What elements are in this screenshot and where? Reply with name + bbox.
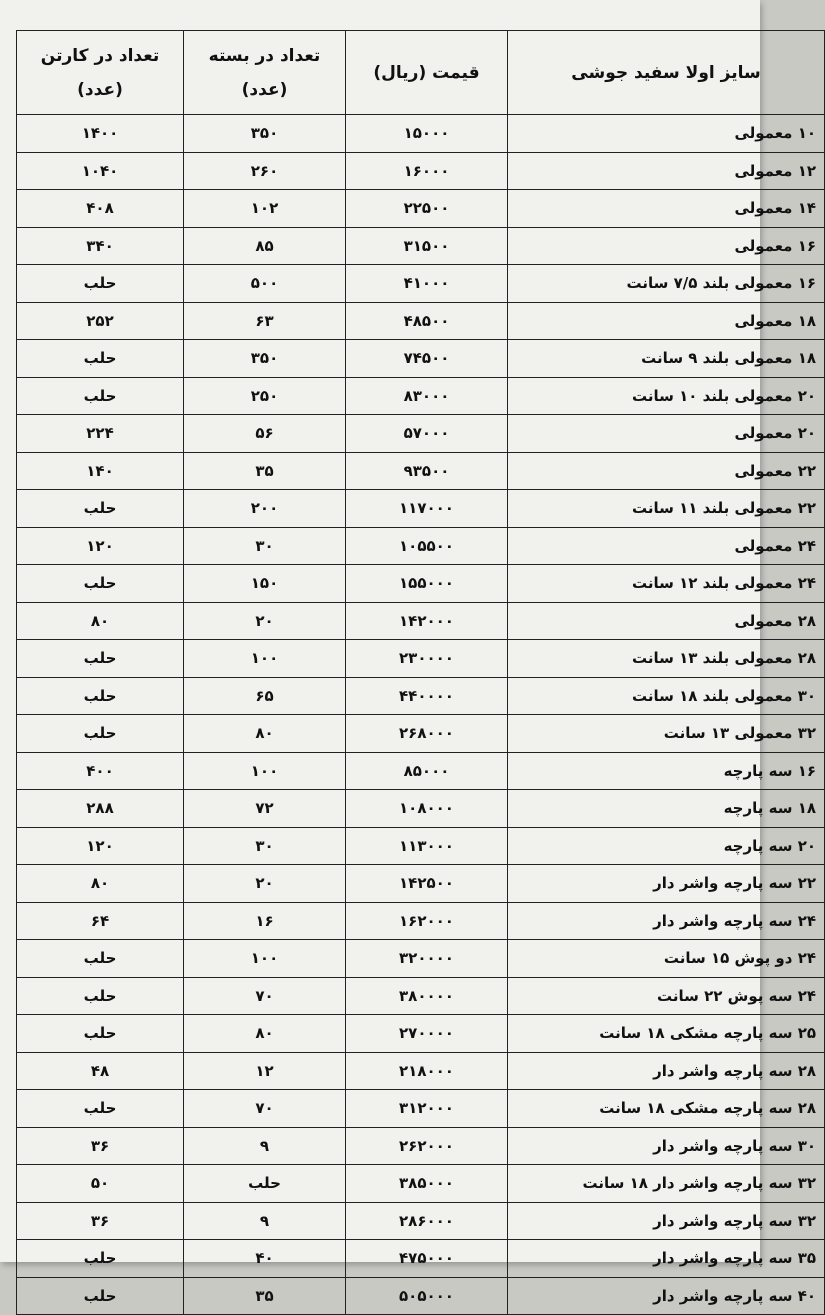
table-body — [17, 115, 825, 1315]
cell-size: ۲۸ سه پارچه واشر دار — [508, 1052, 825, 1090]
cell-pack-count: ۹ — [184, 1127, 346, 1165]
cell-carton-count: ۲۵۲ — [17, 302, 184, 340]
cell-carton-count: ۶۴ — [17, 902, 184, 940]
cell-size: ۲۰ معمولی — [508, 415, 825, 453]
cell-size: ۲۸ سه پارچه مشکی ۱۸ سانت — [508, 1090, 825, 1128]
table-row — [17, 865, 825, 903]
table-row — [17, 640, 825, 678]
cell-pack-count: ۱۰۰ — [184, 940, 346, 978]
cell-size: ۲۲ معمولی — [508, 452, 825, 490]
cell-price: ۱۴۲۰۰۰ — [346, 602, 508, 640]
cell-size: ۲۸ معمولی بلند ۱۳ سانت — [508, 640, 825, 678]
cell-carton-count: حلب — [17, 677, 184, 715]
cell-carton-count: حلب — [17, 640, 184, 678]
header-size-label: سایز اولا سفید جوشی — [571, 62, 761, 83]
cell-pack-count: ۲۰ — [184, 865, 346, 903]
cell-pack-count: ۸۰ — [184, 715, 346, 753]
table-row — [17, 152, 825, 190]
cell-price: ۱۰۵۵۰۰ — [346, 527, 508, 565]
cell-pack-count: ۵۶ — [184, 415, 346, 453]
cell-pack-count: ۱۲ — [184, 1052, 346, 1090]
cell-size: ۱۸ سه پارچه — [508, 790, 825, 828]
table-row — [17, 340, 825, 378]
cell-price: ۴۷۵۰۰۰ — [346, 1240, 508, 1278]
cell-size: ۳۵ سه پارچه واشر دار — [508, 1240, 825, 1278]
cell-carton-count: ۸۰ — [17, 602, 184, 640]
table-row — [17, 1165, 825, 1203]
cell-price: ۱۴۲۵۰۰ — [346, 865, 508, 903]
table-row — [17, 1127, 825, 1165]
table-row — [17, 1240, 825, 1278]
cell-carton-count: ۴۰۰ — [17, 752, 184, 790]
table-row — [17, 227, 825, 265]
cell-pack-count: حلب — [184, 1165, 346, 1203]
cell-price: ۲۲۵۰۰ — [346, 190, 508, 228]
cell-size: ۲۲ معمولی بلند ۱۱ سانت — [508, 490, 825, 528]
cell-carton-count: ۴۰۸ — [17, 190, 184, 228]
cell-size: ۲۴ دو پوش ۱۵ سانت — [508, 940, 825, 978]
cell-carton-count: ۴۸ — [17, 1052, 184, 1090]
header-carton-count — [17, 31, 184, 115]
cell-pack-count: ۲۰ — [184, 602, 346, 640]
cell-pack-count: ۷۲ — [184, 790, 346, 828]
cell-price: ۴۴۰۰۰۰ — [346, 677, 508, 715]
cell-size: ۳۲ سه پارچه واشر دار — [508, 1202, 825, 1240]
cell-pack-count: ۳۰ — [184, 527, 346, 565]
table-row — [17, 940, 825, 978]
cell-carton-count: ۳۶ — [17, 1202, 184, 1240]
cell-price: ۳۸۵۰۰۰ — [346, 1165, 508, 1203]
cell-size: ۳۲ معمولی ۱۳ سانت — [508, 715, 825, 753]
table-row — [17, 602, 825, 640]
cell-price: ۱۵۵۰۰۰ — [346, 565, 508, 603]
cell-pack-count: ۵۰۰ — [184, 265, 346, 303]
cell-pack-count: ۱۰۲ — [184, 190, 346, 228]
cell-price: ۱۱۷۰۰۰ — [346, 490, 508, 528]
table-row — [17, 527, 825, 565]
cell-size: ۱۲ معمولی — [508, 152, 825, 190]
cell-size: ۱۶ معمولی بلند ۷/۵ سانت — [508, 265, 825, 303]
cell-price: ۴۱۰۰۰ — [346, 265, 508, 303]
cell-carton-count: حلب — [17, 490, 184, 528]
cell-price: ۱۶۲۰۰۰ — [346, 902, 508, 940]
cell-size: ۲۰ سه پارچه — [508, 827, 825, 865]
cell-pack-count: ۶۵ — [184, 677, 346, 715]
cell-carton-count: حلب — [17, 340, 184, 378]
table-row — [17, 115, 825, 153]
table-row — [17, 790, 825, 828]
header-carton-line1: تعداد در کارتن — [40, 45, 160, 66]
cell-size: ۱۰ معمولی — [508, 115, 825, 153]
table-row — [17, 827, 825, 865]
cell-pack-count: ۱۶ — [184, 902, 346, 940]
cell-size: ۲۴ معمولی — [508, 527, 825, 565]
table-row — [17, 1202, 825, 1240]
cell-carton-count: حلب — [17, 377, 184, 415]
cell-carton-count: حلب — [17, 1277, 184, 1315]
cell-size: ۳۰ معمولی بلند ۱۸ سانت — [508, 677, 825, 715]
cell-pack-count: ۲۵۰ — [184, 377, 346, 415]
cell-size: ۱۸ معمولی — [508, 302, 825, 340]
cell-carton-count: ۵۰ — [17, 1165, 184, 1203]
table-row — [17, 1090, 825, 1128]
cell-price: ۲۳۰۰۰۰ — [346, 640, 508, 678]
cell-pack-count: ۱۰۰ — [184, 640, 346, 678]
table-row — [17, 490, 825, 528]
header-pack-count — [184, 31, 346, 115]
cell-price: ۲۱۸۰۰۰ — [346, 1052, 508, 1090]
cell-size: ۱۸ معمولی بلند ۹ سانت — [508, 340, 825, 378]
cell-size: ۲۸ معمولی — [508, 602, 825, 640]
cell-price: ۲۶۲۰۰۰ — [346, 1127, 508, 1165]
cell-size: ۲۰ معمولی بلند ۱۰ سانت — [508, 377, 825, 415]
header-size — [508, 31, 825, 115]
cell-carton-count: ۳۴۰ — [17, 227, 184, 265]
cell-carton-count: ۸۰ — [17, 865, 184, 903]
header-pack-line2: (عدد) — [241, 79, 288, 100]
cell-price: ۱۵۰۰۰ — [346, 115, 508, 153]
cell-price: ۳۸۰۰۰۰ — [346, 977, 508, 1015]
cell-price: ۵۰۵۰۰۰ — [346, 1277, 508, 1315]
cell-price: ۳۱۲۰۰۰ — [346, 1090, 508, 1128]
cell-size: ۱۴ معمولی — [508, 190, 825, 228]
cell-pack-count: ۳۵ — [184, 452, 346, 490]
table-row — [17, 677, 825, 715]
cell-pack-count: ۳۵۰ — [184, 115, 346, 153]
header-price — [346, 31, 508, 115]
cell-carton-count: ۲۲۴ — [17, 415, 184, 453]
cell-price: ۹۳۵۰۰ — [346, 452, 508, 490]
table-row — [17, 190, 825, 228]
cell-pack-count: ۷۰ — [184, 1090, 346, 1128]
cell-price: ۴۸۵۰۰ — [346, 302, 508, 340]
cell-price: ۸۳۰۰۰ — [346, 377, 508, 415]
table-row — [17, 452, 825, 490]
table-row — [17, 415, 825, 453]
cell-carton-count: ۱۲۰ — [17, 527, 184, 565]
table-row — [17, 715, 825, 753]
cell-carton-count: ۱۴۰ — [17, 452, 184, 490]
cell-carton-count: ۱۰۴۰ — [17, 152, 184, 190]
table-row — [17, 1277, 825, 1315]
cell-carton-count: ۱۲۰ — [17, 827, 184, 865]
cell-price: ۲۸۶۰۰۰ — [346, 1202, 508, 1240]
cell-carton-count: حلب — [17, 1240, 184, 1278]
table-row — [17, 565, 825, 603]
cell-price: ۱۱۳۰۰۰ — [346, 827, 508, 865]
cell-pack-count: ۴۰ — [184, 1240, 346, 1278]
cell-carton-count: ۱۴۰۰ — [17, 115, 184, 153]
cell-carton-count: حلب — [17, 265, 184, 303]
cell-carton-count: حلب — [17, 940, 184, 978]
cell-pack-count: ۶۳ — [184, 302, 346, 340]
cell-pack-count: ۱۵۰ — [184, 565, 346, 603]
header-price-label: قیمت (ریال) — [373, 62, 480, 83]
table-row — [17, 752, 825, 790]
cell-price: ۲۷۰۰۰۰ — [346, 1015, 508, 1053]
header-pack-line1: تعداد در بسته — [208, 45, 321, 66]
cell-carton-count: ۲۸۸ — [17, 790, 184, 828]
cell-pack-count: ۳۰ — [184, 827, 346, 865]
table-row — [17, 377, 825, 415]
cell-price: ۱۰۸۰۰۰ — [346, 790, 508, 828]
table-row — [17, 977, 825, 1015]
cell-size: ۳۲ سه پارچه واشر دار ۱۸ سانت — [508, 1165, 825, 1203]
cell-carton-count: حلب — [17, 977, 184, 1015]
cell-carton-count: حلب — [17, 715, 184, 753]
cell-price: ۸۵۰۰۰ — [346, 752, 508, 790]
table-row — [17, 265, 825, 303]
cell-pack-count: ۲۶۰ — [184, 152, 346, 190]
cell-pack-count: ۳۵ — [184, 1277, 346, 1315]
cell-size: ۱۶ سه پارچه — [508, 752, 825, 790]
cell-carton-count: حلب — [17, 565, 184, 603]
cell-size: ۲۴ سه پوش ۲۲ سانت — [508, 977, 825, 1015]
table-row — [17, 902, 825, 940]
header-row — [17, 31, 825, 115]
cell-pack-count: ۱۰۰ — [184, 752, 346, 790]
cell-pack-count: ۹ — [184, 1202, 346, 1240]
cell-carton-count: حلب — [17, 1090, 184, 1128]
cell-size: ۲۵ سه پارچه مشکی ۱۸ سانت — [508, 1015, 825, 1053]
price-table — [16, 30, 825, 1315]
cell-price: ۲۶۸۰۰۰ — [346, 715, 508, 753]
cell-size: ۲۴ معمولی بلند ۱۲ سانت — [508, 565, 825, 603]
cell-price: ۷۴۵۰۰ — [346, 340, 508, 378]
table-row — [17, 1052, 825, 1090]
cell-pack-count: ۸۰ — [184, 1015, 346, 1053]
cell-price: ۵۷۰۰۰ — [346, 415, 508, 453]
cell-price: ۱۶۰۰۰ — [346, 152, 508, 190]
cell-price: ۳۲۰۰۰۰ — [346, 940, 508, 978]
cell-pack-count: ۷۰ — [184, 977, 346, 1015]
cell-size: ۲۲ سه پارچه واشر دار — [508, 865, 825, 903]
cell-carton-count: حلب — [17, 1015, 184, 1053]
cell-price: ۳۱۵۰۰ — [346, 227, 508, 265]
cell-size: ۴۰ سه پارچه واشر دار — [508, 1277, 825, 1315]
cell-size: ۳۰ سه پارچه واشر دار — [508, 1127, 825, 1165]
cell-pack-count: ۸۵ — [184, 227, 346, 265]
cell-carton-count: ۳۶ — [17, 1127, 184, 1165]
cell-size: ۲۴ سه پارچه واشر دار — [508, 902, 825, 940]
cell-pack-count: ۲۰۰ — [184, 490, 346, 528]
table-header — [17, 31, 825, 115]
cell-pack-count: ۳۵۰ — [184, 340, 346, 378]
cell-size: ۱۶ معمولی — [508, 227, 825, 265]
table-row — [17, 1015, 825, 1053]
header-carton-line2: (عدد) — [77, 79, 123, 100]
table-row — [17, 302, 825, 340]
